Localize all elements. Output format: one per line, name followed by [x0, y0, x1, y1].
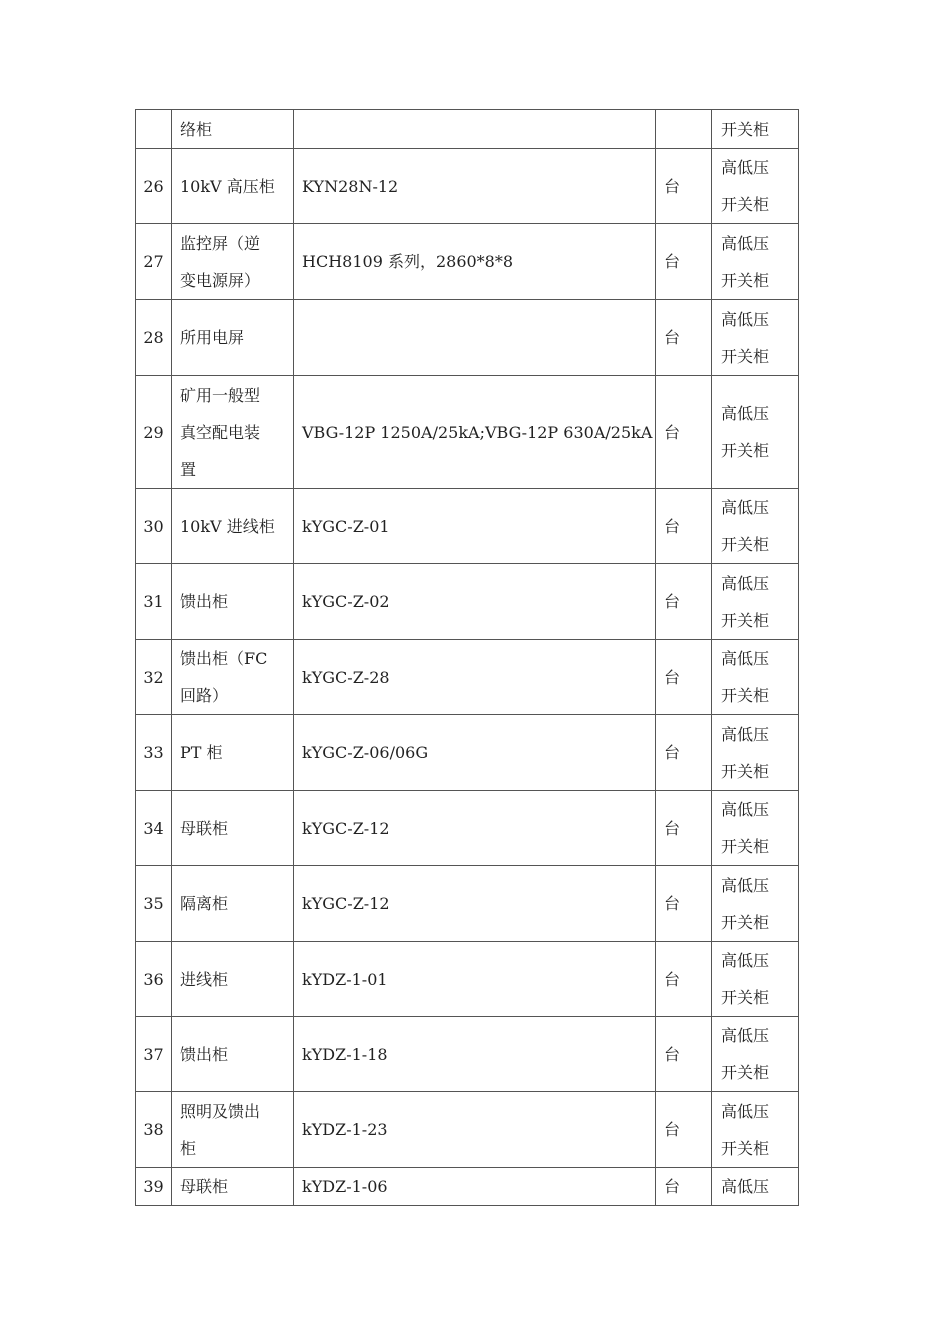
category-cell — [712, 866, 799, 942]
category-line: 高低压 — [721, 309, 770, 329]
table-body — [136, 110, 799, 1206]
unit: 台 — [656, 715, 712, 791]
category-cell — [712, 942, 799, 1017]
row-number: 27 — [136, 224, 172, 300]
category-line: 开关柜 — [721, 1138, 770, 1158]
equipment-name-cell — [172, 1017, 294, 1092]
model-spec: kYGC-Z-12 — [294, 866, 656, 942]
equipment-name-line: 回路） — [180, 686, 229, 705]
category-cell — [712, 564, 799, 640]
table-row — [136, 942, 799, 1017]
row-number: 29 — [136, 376, 172, 489]
category-line: 开关柜 — [721, 988, 770, 1007]
equipment-name-line: 监控屏（逆 — [180, 233, 261, 253]
category-line: 开关柜 — [721, 441, 770, 460]
unit: 台 — [656, 791, 712, 866]
category-line: 开关柜 — [721, 761, 770, 781]
equipment-name-cell — [172, 149, 294, 224]
row-number: 34 — [136, 791, 172, 866]
category-line: 开关柜 — [721, 119, 770, 139]
unit: 台 — [656, 1168, 712, 1206]
row-number: 28 — [136, 300, 172, 376]
category-line: 开关柜 — [721, 610, 770, 630]
category-line: 高低压 — [721, 498, 770, 517]
equipment-name-line: 母联柜 — [180, 818, 229, 838]
equipment-name-line: 隔离柜 — [180, 894, 229, 913]
equipment-name-cell — [172, 110, 294, 149]
model-spec: kYDZ-1-01 — [294, 942, 656, 1017]
table-row — [136, 640, 799, 715]
table-row — [136, 110, 799, 149]
category-line: 开关柜 — [721, 535, 770, 554]
category-line: 开关柜 — [721, 912, 770, 932]
equipment-name-line: 馈出柜（FC — [180, 649, 268, 668]
unit: 台 — [656, 224, 712, 300]
table-row — [136, 376, 799, 489]
category-cell — [712, 110, 799, 149]
equipment-name-cell — [172, 866, 294, 942]
equipment-name-cell — [172, 300, 294, 376]
model-spec: kYGC-Z-28 — [294, 640, 656, 715]
equipment-name-line: 矿用一般型 — [180, 385, 261, 405]
table-row — [136, 715, 799, 791]
equipment-name-line: 柜 — [180, 1138, 197, 1158]
model-spec: kYDZ-1-23 — [294, 1092, 656, 1168]
category-cell — [712, 376, 799, 489]
category-line: 高低压 — [721, 404, 770, 423]
category-line: 高低压 — [721, 724, 770, 744]
equipment-name-cell — [172, 640, 294, 715]
equipment-name-line: 进线柜 — [180, 969, 229, 989]
model-spec: kYGC-Z-01 — [294, 489, 656, 564]
category-line: 开关柜 — [721, 270, 770, 290]
category-cell — [712, 489, 799, 564]
row-number: 38 — [136, 1092, 172, 1168]
unit: 台 — [656, 489, 712, 564]
model-spec: kYDZ-1-18 — [294, 1017, 656, 1092]
category-cell — [712, 1092, 799, 1168]
equipment-name-cell — [172, 715, 294, 791]
row-number: 39 — [136, 1168, 172, 1206]
category-line: 高低压 — [721, 875, 770, 895]
equipment-name-cell — [172, 791, 294, 866]
table-row — [136, 1017, 799, 1092]
table-row — [136, 300, 799, 376]
model-spec: kYGC-Z-02 — [294, 564, 656, 640]
unit: 台 — [656, 942, 712, 1017]
equipment-name-line: 馈出柜 — [180, 1044, 229, 1064]
category-line: 开关柜 — [721, 686, 770, 705]
equipment-name-line: 馈出柜 — [180, 592, 229, 611]
category-line: 开关柜 — [721, 837, 770, 856]
category-line: 开关柜 — [721, 195, 770, 214]
table-row — [136, 149, 799, 224]
row-number — [136, 110, 172, 149]
model-spec: VBG-12P 1250A/25kA;VBG-12P 630A/25kA — [294, 376, 656, 489]
equipment-name-line: 变电源屏） — [180, 270, 261, 290]
unit: 台 — [656, 300, 712, 376]
unit: 台 — [656, 1092, 712, 1168]
category-line: 高低压 — [721, 800, 770, 819]
category-line: 开关柜 — [721, 1063, 770, 1082]
category-line: 高低压 — [721, 1177, 770, 1196]
table-row — [136, 224, 799, 300]
model-spec — [294, 300, 656, 376]
table-row — [136, 564, 799, 640]
category-line: 高低压 — [721, 158, 770, 177]
equipment-name-line: 10kV 高压柜 — [180, 176, 275, 196]
equipment-name-cell — [172, 564, 294, 640]
table-row — [136, 1168, 799, 1206]
category-line: 高低压 — [721, 233, 770, 253]
equipment-name-line: 置 — [180, 459, 197, 479]
equipment-name-line: 照明及馈出 — [180, 1101, 261, 1121]
unit: 台 — [656, 1017, 712, 1092]
category-line: 高低压 — [721, 1101, 770, 1121]
row-number: 36 — [136, 942, 172, 1017]
category-cell — [712, 791, 799, 866]
row-number: 37 — [136, 1017, 172, 1092]
equipment-name-line: 母联柜 — [180, 1177, 229, 1196]
equipment-name-line: 真空配电装 — [180, 422, 261, 442]
category-line: 高低压 — [721, 573, 770, 593]
equipment-name-line: 10kV 进线柜 — [180, 516, 275, 536]
model-spec: kYGC-Z-06/06G — [294, 715, 656, 791]
category-cell — [712, 715, 799, 791]
equipment-name-cell — [172, 489, 294, 564]
equipment-name-cell — [172, 1168, 294, 1206]
unit: 台 — [656, 640, 712, 715]
equipment-name-line: 所用电屏 — [180, 328, 245, 347]
table-row — [136, 489, 799, 564]
equipment-table — [135, 109, 799, 1206]
row-number: 26 — [136, 149, 172, 224]
row-number: 33 — [136, 715, 172, 791]
model-spec: HCH8109 系列，2860*8*8 — [294, 224, 656, 300]
category-cell — [712, 640, 799, 715]
category-cell — [712, 149, 799, 224]
category-line: 高低压 — [721, 951, 770, 970]
model-spec: kYDZ-1-06 — [294, 1168, 656, 1206]
category-line: 高低压 — [721, 649, 770, 668]
category-cell — [712, 300, 799, 376]
table-row — [136, 791, 799, 866]
table-row — [136, 866, 799, 942]
equipment-name-line: PT 柜 — [180, 743, 223, 762]
model-spec: KYN28N-12 — [294, 149, 656, 224]
category-line: 开关柜 — [721, 346, 770, 366]
model-spec — [294, 110, 656, 149]
unit — [656, 110, 712, 149]
equipment-name-cell — [172, 1092, 294, 1168]
model-spec: kYGC-Z-12 — [294, 791, 656, 866]
category-cell — [712, 1168, 799, 1206]
row-number: 35 — [136, 866, 172, 942]
row-number: 31 — [136, 564, 172, 640]
row-number: 32 — [136, 640, 172, 715]
equipment-name-cell — [172, 376, 294, 489]
category-line: 高低压 — [721, 1026, 770, 1045]
equipment-name-cell — [172, 224, 294, 300]
category-cell — [712, 224, 799, 300]
category-cell — [712, 1017, 799, 1092]
equipment-name-cell — [172, 942, 294, 1017]
row-number: 30 — [136, 489, 172, 564]
equipment-name-line: 络柜 — [180, 119, 213, 139]
unit: 台 — [656, 376, 712, 489]
unit: 台 — [656, 564, 712, 640]
table-row — [136, 1092, 799, 1168]
unit: 台 — [656, 866, 712, 942]
unit: 台 — [656, 149, 712, 224]
